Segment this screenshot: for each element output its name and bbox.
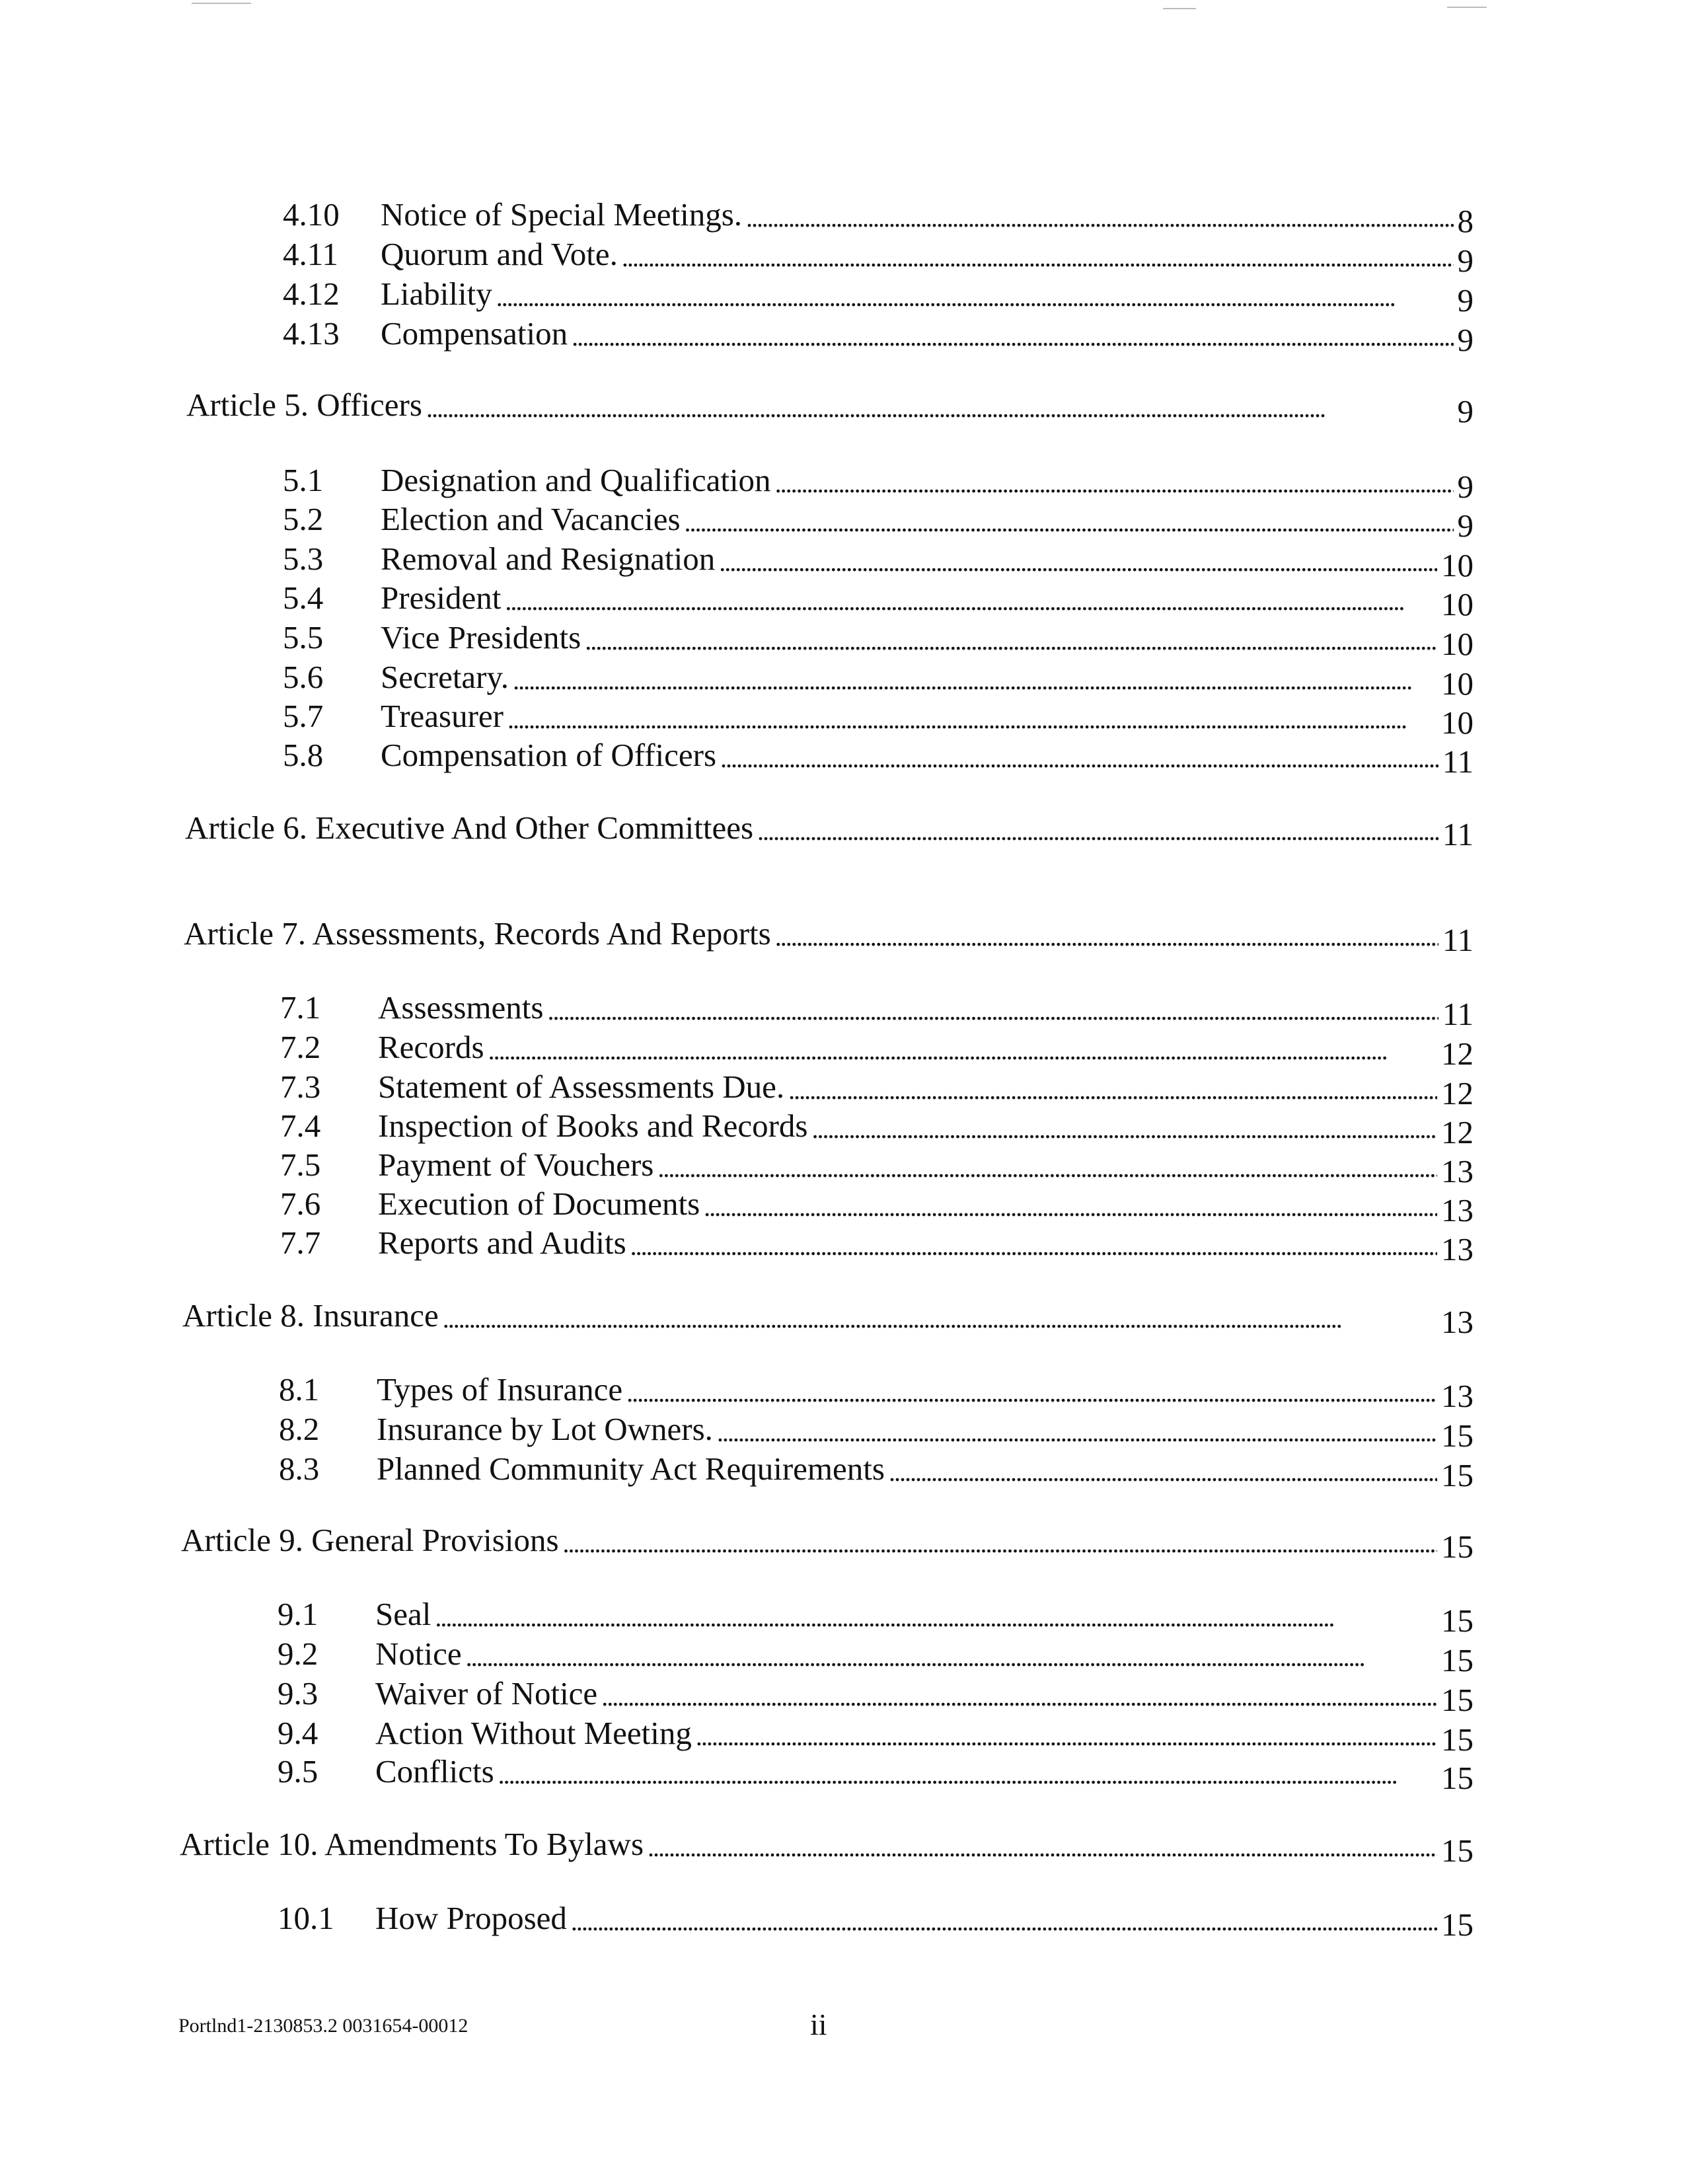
toc-entry-title: How Proposed xyxy=(375,1900,567,1936)
toc-entry xyxy=(278,1634,1474,1678)
toc-entry xyxy=(280,1184,1474,1228)
toc-entry-title: Quorum and Vote. xyxy=(381,236,618,272)
toc-entry-number: 10.1 xyxy=(278,1900,334,1936)
dot-leader xyxy=(571,1898,1437,1939)
toc-article-title: Article 6. Executive And Other Committees xyxy=(185,810,754,846)
toc-entry-page: 15 xyxy=(1441,1457,1474,1493)
toc-entry-page: 10 xyxy=(1441,547,1474,584)
dot-leader xyxy=(812,1106,1438,1147)
toc-entry-number: 5.5 xyxy=(283,619,324,656)
toc-entry-number: 4.10 xyxy=(283,196,340,233)
dot-leader xyxy=(496,274,1454,315)
toc-entry-number: 9.5 xyxy=(278,1753,318,1789)
toc-entry xyxy=(283,617,1474,662)
toc-entry-title: Notice xyxy=(375,1636,462,1672)
toc-entry-number: 4.12 xyxy=(283,276,340,312)
dot-leader xyxy=(757,808,1438,848)
toc-entry-page: 9 xyxy=(1457,282,1474,319)
dot-leader xyxy=(630,1223,1437,1263)
dot-leader xyxy=(507,696,1437,737)
toc-entry-number: 7.1 xyxy=(280,989,321,1026)
toc-entry-number: 8.1 xyxy=(279,1371,320,1408)
toc-entry-title: Election and Vacancies xyxy=(381,501,681,537)
toc-entry-title: Treasurer xyxy=(381,698,504,734)
toc-article xyxy=(184,913,1474,958)
toc-entry-page: 12 xyxy=(1441,1075,1474,1111)
toc-article-title: Article 9. General Provisions xyxy=(181,1522,559,1558)
dot-leader xyxy=(775,913,1438,954)
toc-entry-title: Types of Insurance xyxy=(377,1371,623,1408)
toc-entry-page: 11 xyxy=(1442,743,1474,780)
toc-entry-title: Waiver of Notice xyxy=(375,1675,598,1712)
toc-entry xyxy=(279,1409,1474,1454)
toc-article xyxy=(185,808,1474,852)
page-number: ii xyxy=(810,2008,827,2041)
dot-leader xyxy=(717,1409,1437,1450)
toc-entry-page: 15 xyxy=(1441,1721,1474,1758)
toc-entry xyxy=(278,1594,1474,1639)
toc-entry-page: 12 xyxy=(1441,1036,1474,1072)
toc-entry-page: 15 xyxy=(1441,1417,1474,1454)
dot-leader xyxy=(720,735,1438,776)
document-id: Portlnd1-2130853.2 0031654-00012 xyxy=(178,2015,468,2037)
toc-entry-number: 7.3 xyxy=(280,1069,321,1105)
scan-artifact xyxy=(192,3,251,4)
toc-entry-page: 15 xyxy=(1441,1906,1474,1943)
toc-entry-number: 8.3 xyxy=(279,1450,320,1487)
dot-leader xyxy=(572,313,1453,354)
toc-article-title: Article 7. Assessments, Records And Reports xyxy=(184,915,771,952)
toc-entry xyxy=(283,499,1474,544)
toc-entry-page: 9 xyxy=(1457,393,1474,430)
dot-leader xyxy=(547,987,1438,1028)
toc-entry-title: Insurance by Lot Owners. xyxy=(377,1411,713,1447)
toc-entry xyxy=(280,987,1474,1032)
toc-entry-title: Compensation of Officers xyxy=(381,737,717,773)
dot-leader xyxy=(426,385,1454,426)
toc-entry-title: Removal and Resignation xyxy=(381,541,716,577)
toc-entry-page: 9 xyxy=(1457,469,1474,505)
scan-artifact xyxy=(1163,8,1196,9)
dot-leader xyxy=(696,1713,1437,1754)
dot-leader xyxy=(601,1673,1437,1714)
toc-entry-number: 7.5 xyxy=(280,1147,321,1183)
toc-entry-page: 15 xyxy=(1441,1642,1474,1678)
dot-leader xyxy=(443,1295,1437,1336)
toc-entry-page: 12 xyxy=(1441,1114,1474,1150)
toc-entry xyxy=(280,1027,1474,1072)
toc-entry xyxy=(278,1751,1474,1796)
toc-entry-number: 9.4 xyxy=(278,1715,318,1751)
toc-entry xyxy=(283,735,1474,780)
dot-leader xyxy=(685,499,1454,540)
toc-entry-title: Action Without Meeting xyxy=(375,1715,692,1751)
toc-entry-page: 9 xyxy=(1457,243,1474,279)
dot-leader xyxy=(466,1634,1437,1675)
toc-entry-number: 5.6 xyxy=(283,659,324,695)
dot-leader xyxy=(775,460,1454,501)
toc-entry-title: Liability xyxy=(381,276,492,312)
toc-entry-page: 9 xyxy=(1457,508,1474,544)
dot-leader xyxy=(435,1594,1437,1635)
toc-entry xyxy=(283,234,1474,279)
toc-entry-title: Records xyxy=(378,1029,484,1065)
toc-entry xyxy=(278,1713,1474,1758)
toc-entry-title: Inspection of Books and Records xyxy=(378,1108,808,1144)
toc-entry-title: Statement of Assessments Due. xyxy=(378,1069,785,1105)
toc-entry-page: 13 xyxy=(1441,1231,1474,1267)
dot-leader xyxy=(648,1824,1437,1865)
dot-leader xyxy=(657,1145,1437,1186)
toc-entry-page: 8 xyxy=(1457,203,1474,239)
toc-entry xyxy=(283,539,1474,584)
dot-leader xyxy=(626,1369,1437,1410)
toc-entry xyxy=(280,1067,1474,1111)
dot-leader xyxy=(889,1449,1437,1489)
toc-entry-title: Vice Presidents xyxy=(381,619,581,656)
dot-leader xyxy=(513,657,1437,698)
toc-entry-page: 13 xyxy=(1441,1378,1474,1414)
toc-entry xyxy=(280,1223,1474,1267)
toc-entry-title: Notice of Special Meetings. xyxy=(381,196,743,233)
toc-entry-title: Designation and Qualification xyxy=(381,462,771,498)
dot-leader xyxy=(788,1067,1437,1108)
toc-entry-page: 13 xyxy=(1441,1192,1474,1228)
toc-entry-number: 4.11 xyxy=(283,236,338,272)
toc-entry xyxy=(283,313,1474,358)
toc-entry-number: 5.8 xyxy=(283,737,324,773)
toc-entry-title: Secretary. xyxy=(381,659,509,695)
toc-article xyxy=(180,1824,1474,1869)
toc-entry-title: Assessments xyxy=(378,989,544,1026)
toc-entry-title: Payment of Vouchers xyxy=(378,1147,654,1183)
toc-entry-number: 5.4 xyxy=(283,580,324,616)
toc-entry-number: 5.7 xyxy=(283,698,324,734)
toc-article-title: Article 8. Insurance xyxy=(182,1297,439,1334)
toc-entry-title: President xyxy=(381,580,502,616)
toc-entry-page: 15 xyxy=(1441,1682,1474,1718)
toc-entry-page: 15 xyxy=(1441,1832,1474,1869)
dot-leader xyxy=(505,578,1437,619)
toc-entry-number: 5.2 xyxy=(283,501,324,537)
scan-artifact xyxy=(1447,7,1487,8)
dot-leader xyxy=(498,1751,1437,1792)
dot-leader xyxy=(719,539,1437,580)
toc-entry-page: 9 xyxy=(1457,322,1474,358)
toc-entry xyxy=(279,1449,1474,1493)
dot-leader xyxy=(563,1520,1437,1561)
toc-entry-title: Planned Community Act Requirements xyxy=(377,1450,885,1487)
toc-entry-page: 11 xyxy=(1442,816,1474,852)
toc-entry xyxy=(280,1145,1474,1189)
toc-article xyxy=(182,1295,1474,1340)
toc-entry-number: 7.4 xyxy=(280,1108,321,1144)
toc-entry-page: 15 xyxy=(1441,1602,1474,1639)
toc-entry-number: 5.1 xyxy=(283,462,324,498)
toc-entry-number: 9.1 xyxy=(278,1596,318,1632)
dot-leader xyxy=(585,617,1437,658)
toc-entry xyxy=(283,657,1474,702)
toc-entry-title: Seal xyxy=(375,1596,431,1632)
toc-entry-number: 7.2 xyxy=(280,1029,321,1065)
toc-entry xyxy=(278,1673,1474,1718)
dot-leader xyxy=(488,1027,1437,1068)
toc-entry-page: 10 xyxy=(1441,626,1474,662)
toc-entry-page: 13 xyxy=(1441,1304,1474,1340)
toc-entry-number: 8.2 xyxy=(279,1411,320,1447)
toc-entry-title: Reports and Audits xyxy=(378,1224,626,1261)
toc-entry-page: 11 xyxy=(1442,996,1474,1032)
toc-article-title: Article 5. Officers xyxy=(186,387,422,423)
toc-entry-page: 10 xyxy=(1441,704,1474,741)
toc-entry-number: 9.3 xyxy=(278,1675,318,1712)
toc-entry-page: 13 xyxy=(1441,1153,1474,1189)
toc-entry-number: 7.7 xyxy=(280,1224,321,1261)
toc-entry xyxy=(283,274,1474,319)
dot-leader xyxy=(746,194,1453,235)
toc-entry xyxy=(283,460,1474,505)
toc-entry-number: 9.2 xyxy=(278,1636,318,1672)
toc-entry xyxy=(283,578,1474,622)
toc-entry-number: 4.13 xyxy=(283,315,340,352)
toc-entry xyxy=(280,1106,1474,1150)
toc-article xyxy=(186,385,1474,430)
toc-entry-title: Compensation xyxy=(381,315,568,352)
toc-entry xyxy=(283,696,1474,741)
dot-leader xyxy=(622,234,1454,275)
toc-entry xyxy=(283,194,1474,239)
toc-entry-title: Conflicts xyxy=(375,1753,494,1789)
toc-entry xyxy=(278,1898,1474,1943)
toc-entry-title: Execution of Documents xyxy=(378,1186,700,1222)
toc-entry xyxy=(279,1369,1474,1414)
toc-entry-number: 5.3 xyxy=(283,541,324,577)
toc-entry-page: 11 xyxy=(1442,922,1474,958)
toc-entry-page: 10 xyxy=(1441,586,1474,622)
toc-article xyxy=(181,1520,1474,1565)
toc-entry-number: 7.6 xyxy=(280,1186,321,1222)
toc-entry-page: 10 xyxy=(1441,665,1474,702)
toc-entry-page: 15 xyxy=(1441,1760,1474,1796)
toc-entry-page: 15 xyxy=(1441,1528,1474,1565)
toc-article-title: Article 10. Amendments To Bylaws xyxy=(180,1826,644,1862)
dot-leader xyxy=(704,1184,1437,1224)
